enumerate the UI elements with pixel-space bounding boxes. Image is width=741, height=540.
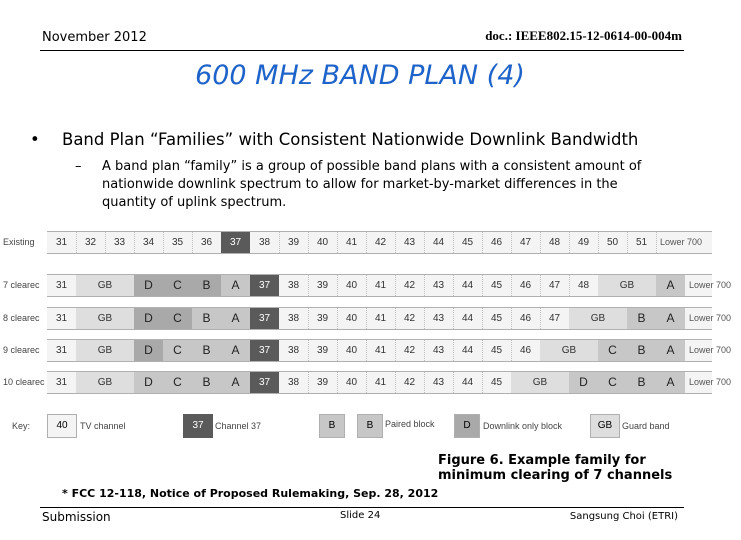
downlink-block-cell: D xyxy=(134,340,163,361)
downlink-block-cell: D xyxy=(134,275,163,296)
tv-channel-cell: 31 xyxy=(47,275,77,296)
tv-channel-cell: 42 xyxy=(366,232,396,253)
tv-channel-cell: 33 xyxy=(105,232,135,253)
footer-divider xyxy=(40,507,684,508)
downlink-block-cell: C xyxy=(163,308,192,329)
paired-block-cell: B xyxy=(192,340,221,361)
bullet-marker: • xyxy=(30,130,40,149)
paired-block-cell: B xyxy=(192,372,221,393)
tv-channel-cell: 47 xyxy=(540,275,570,296)
tv-channel-cell: 31 xyxy=(47,232,77,253)
lower-700-cell: Lower 700 xyxy=(689,377,732,387)
figure-caption: Figure 6. Example family for minimum clearing of 7 channels xyxy=(438,453,673,483)
paired-block-cell: B xyxy=(627,308,656,329)
paired-block-cell: B xyxy=(627,340,656,361)
paired-block-cell: C xyxy=(163,340,192,361)
tv-channel-cell: 45 xyxy=(482,372,512,393)
key-label: Key: xyxy=(12,421,31,431)
tv-channel-cell: 35 xyxy=(163,232,193,253)
paired-block-cell: C xyxy=(163,372,192,393)
paired-block-cell: A xyxy=(221,340,250,361)
tv-channel-cell: 34 xyxy=(134,232,164,253)
tv-channel-cell: 38 xyxy=(279,308,309,329)
paired-block-cell: A xyxy=(221,308,250,329)
guard-band-cell: GB xyxy=(76,275,134,296)
tv-channel-cell: 50 xyxy=(598,232,628,253)
tv-channel-cell: 47 xyxy=(511,232,541,253)
channel-37-cell: 37 xyxy=(221,232,250,253)
paired-block-cell: A xyxy=(656,275,685,296)
tv-channel-cell: 38 xyxy=(279,275,309,296)
footnote: * FCC 12-118, Notice of Proposed Rulemaking, Sep. 28, 2012 xyxy=(62,487,439,500)
tv-channel-cell: 38 xyxy=(250,232,280,253)
tv-channel-cell: 43 xyxy=(395,232,425,253)
downlink-block-cell: B xyxy=(192,275,221,296)
tv-channel-cell: 48 xyxy=(569,275,599,296)
paired-block-cell: A xyxy=(656,372,685,393)
bullet-sub xyxy=(75,158,645,212)
tv-channel-cell: 41 xyxy=(366,275,396,296)
tv-channel-cell: 47 xyxy=(540,308,570,329)
tv-channel-cell: 44 xyxy=(453,340,483,361)
paired-block-cell: C xyxy=(598,372,627,393)
tv-channel-cell: 43 xyxy=(424,372,454,393)
tv-channel-cell: 45 xyxy=(453,232,483,253)
tv-channel-cell: 44 xyxy=(453,372,483,393)
tv-channel-cell: 39 xyxy=(308,275,338,296)
paired-block-cell: D xyxy=(569,372,598,393)
tv-channel-cell: 40 xyxy=(308,232,338,253)
tv-channel-cell: 45 xyxy=(482,308,512,329)
tv-channel-cell: 46 xyxy=(511,308,541,329)
key-gb-text: Guard band xyxy=(622,421,670,431)
tv-channel-cell: 42 xyxy=(395,372,425,393)
channel-37-cell: 37 xyxy=(250,340,279,361)
tv-channel-cell: 46 xyxy=(511,275,541,296)
key-ch37-text: Channel 37 xyxy=(215,421,262,431)
tv-channel-cell: 31 xyxy=(47,308,77,329)
channel-37-cell: 37 xyxy=(250,308,279,329)
tv-channel-cell: 45 xyxy=(482,340,512,361)
tv-channel-cell: 42 xyxy=(395,308,425,329)
bullet-sub-text: A band plan “family” is a group of possible band plans with a consistent amount of nationwide downlink spectrum to allow for market-by-market differences in the quantity of uplink spectrum. xyxy=(102,159,642,210)
tv-channel-cell: 44 xyxy=(453,275,483,296)
band-row xyxy=(47,307,732,330)
paired-block-cell: D xyxy=(134,372,163,393)
tv-channel-cell: 31 xyxy=(47,340,77,361)
tv-channel-cell: 39 xyxy=(308,372,338,393)
tv-channel-cell: 39 xyxy=(279,232,309,253)
lower-700-cell: Lower 700 xyxy=(689,280,732,290)
row-label: 9 clearec xyxy=(3,345,40,355)
guard-band-cell: GB xyxy=(569,308,627,329)
band-row xyxy=(47,339,732,362)
paired-block-cell: A xyxy=(221,275,250,296)
tv-channel-cell: 46 xyxy=(482,232,512,253)
footer-author: Sangsung Choi (ETRI) xyxy=(569,511,678,522)
tv-channel-cell: 43 xyxy=(424,340,454,361)
tv-channel-cell: 41 xyxy=(337,232,367,253)
paired-block-cell: A xyxy=(221,372,250,393)
row-label: 10 clearec xyxy=(3,377,45,387)
tv-channel-cell: 38 xyxy=(279,372,309,393)
key-paired-text: Paired block xyxy=(385,419,435,429)
guard-band-cell: GB xyxy=(598,275,656,296)
key-tv-text: TV channel xyxy=(80,421,126,431)
key-paired-box-a: B xyxy=(319,414,345,438)
tv-channel-cell: 38 xyxy=(279,340,309,361)
key-gb-box: GB xyxy=(590,414,620,438)
footer-slide-number: Slide 24 xyxy=(340,510,381,521)
bullet-sub-marker: – xyxy=(75,159,82,174)
lower-700-cell: Lower 700 xyxy=(660,237,703,247)
band-row xyxy=(47,371,732,394)
tv-channel-cell: 40 xyxy=(337,340,367,361)
band-row xyxy=(47,274,732,297)
tv-channel-cell: 45 xyxy=(482,275,512,296)
guard-band-cell: GB xyxy=(76,372,134,393)
downlink-block-cell: D xyxy=(134,308,163,329)
downlink-block-cell: C xyxy=(163,275,192,296)
tv-channel-cell: 42 xyxy=(395,340,425,361)
row-label: Existing xyxy=(3,237,35,247)
row-label: 8 clearec xyxy=(3,313,40,323)
tv-channel-cell: 41 xyxy=(366,308,396,329)
tv-channel-cell: 31 xyxy=(47,372,77,393)
tv-channel-cell: 48 xyxy=(540,232,570,253)
header-doc-id: doc.: IEEE802.15-12-0614-00-004m xyxy=(485,28,682,43)
tv-channel-cell: 40 xyxy=(337,308,367,329)
guard-band-cell: GB xyxy=(76,308,134,329)
channel-37-cell: 37 xyxy=(250,275,279,296)
paired-block-cell: C xyxy=(598,340,627,361)
tv-channel-cell: 39 xyxy=(308,308,338,329)
key-ch37-box: 37 xyxy=(183,414,213,438)
key-down-box: D xyxy=(454,414,480,438)
paired-block-cell: A xyxy=(656,340,685,361)
key-paired-box-b: B xyxy=(357,414,383,438)
band-row xyxy=(47,231,712,254)
tv-channel-cell: 32 xyxy=(76,232,106,253)
paired-block-cell: B xyxy=(192,308,221,329)
key-down-text: Downlink only block xyxy=(483,421,563,431)
tv-channel-cell: 43 xyxy=(424,308,454,329)
tv-channel-cell: 36 xyxy=(192,232,222,253)
lower-700-cell: Lower 700 xyxy=(689,313,732,323)
footer-submission: Submission xyxy=(42,510,111,524)
tv-channel-cell: 42 xyxy=(395,275,425,296)
bullet-main xyxy=(30,130,638,149)
tv-channel-cell: 41 xyxy=(366,372,396,393)
tv-channel-cell: 40 xyxy=(337,372,367,393)
key-tv-box: 40 xyxy=(47,414,77,438)
slide-title: 600 MHz BAND PLAN (4) xyxy=(195,60,525,91)
guard-band-cell: GB xyxy=(76,340,134,361)
header-divider xyxy=(40,50,684,51)
tv-channel-cell: 40 xyxy=(337,275,367,296)
guard-band-cell: GB xyxy=(511,372,569,393)
paired-block-cell: B xyxy=(627,372,656,393)
tv-channel-cell: 46 xyxy=(511,340,541,361)
paired-block-cell: A xyxy=(656,308,685,329)
tv-channel-cell: 43 xyxy=(424,275,454,296)
bullet-main-text: Band Plan “Families” with Consistent Nationwide Downlink Bandwidth xyxy=(62,130,639,149)
tv-channel-cell: 44 xyxy=(424,232,454,253)
header-date: November 2012 xyxy=(42,30,147,45)
channel-37-cell: 37 xyxy=(250,372,279,393)
lower-700-cell: Lower 700 xyxy=(689,345,732,355)
guard-band-cell: GB xyxy=(540,340,598,361)
tv-channel-cell: 51 xyxy=(627,232,657,253)
tv-channel-cell: 49 xyxy=(569,232,599,253)
tv-channel-cell: 44 xyxy=(453,308,483,329)
tv-channel-cell: 41 xyxy=(366,340,396,361)
row-label: 7 clearec xyxy=(3,280,40,290)
tv-channel-cell: 39 xyxy=(308,340,338,361)
